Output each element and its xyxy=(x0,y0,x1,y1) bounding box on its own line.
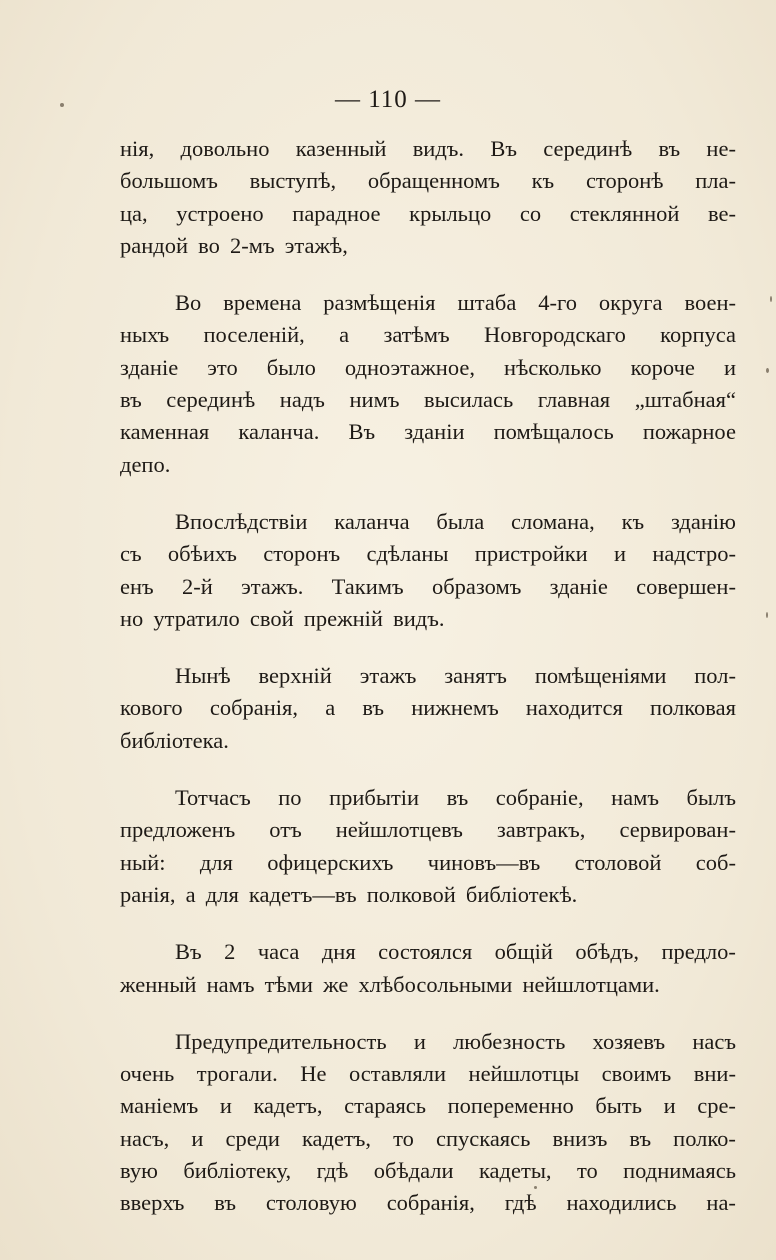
word: „штабная“ xyxy=(634,387,736,413)
word: къ xyxy=(531,168,555,194)
word: стараясь xyxy=(344,1093,427,1119)
paragraph-gap xyxy=(120,262,736,287)
word: сломана, xyxy=(511,508,595,534)
word: депо. xyxy=(120,451,171,477)
word: попеременно xyxy=(447,1093,574,1119)
word: одноэтажное, xyxy=(344,354,475,380)
page-speck xyxy=(766,612,768,618)
text-line xyxy=(120,287,736,319)
text-line xyxy=(120,603,736,635)
word: прибытіи xyxy=(329,785,420,811)
word: 2-мъ xyxy=(230,232,275,258)
word: на- xyxy=(706,1190,736,1216)
word: Въ xyxy=(490,136,517,161)
word: серединѣ xyxy=(166,387,256,413)
word: видъ. xyxy=(393,605,445,631)
word: каланча. xyxy=(238,419,320,445)
word: общій xyxy=(494,939,553,965)
word: поселеній, xyxy=(203,322,305,348)
word: сдѣланы xyxy=(366,541,449,567)
word: гдѣ xyxy=(316,1158,349,1184)
word: въ xyxy=(658,136,681,161)
word: ве- xyxy=(708,200,736,226)
paragraph-gap xyxy=(120,757,736,782)
word: нія, xyxy=(120,136,155,161)
paragraph-gap xyxy=(120,911,736,936)
word: обѣдъ, xyxy=(575,939,640,965)
word: высилась xyxy=(424,387,514,413)
paragraph xyxy=(120,287,736,481)
word: надстро- xyxy=(652,541,736,567)
paragraph-gap xyxy=(120,481,736,506)
word: серединѣ xyxy=(543,136,633,161)
word: помѣщеніями xyxy=(534,663,667,689)
text-line xyxy=(120,416,736,448)
word: женный xyxy=(120,971,197,997)
word: нейшлотцы xyxy=(468,1061,580,1087)
word: сторонѣ xyxy=(585,168,664,194)
text-line xyxy=(120,538,736,570)
word: пла- xyxy=(695,168,736,194)
word: собраніе, xyxy=(495,785,584,811)
word: своимъ xyxy=(601,1061,672,1087)
text-line xyxy=(120,879,736,911)
word: Такимъ xyxy=(331,573,404,599)
word: поднимаясь xyxy=(623,1158,736,1184)
word: спускаясь xyxy=(435,1125,531,1151)
word: видъ. xyxy=(412,136,465,161)
word: 2-й xyxy=(181,573,213,599)
text-line xyxy=(120,936,736,968)
word: къ xyxy=(621,508,645,534)
word: Впослѣдствіи xyxy=(175,508,308,534)
word: стеклянной xyxy=(569,200,680,226)
word: выступѣ, xyxy=(249,168,337,194)
word: а xyxy=(325,695,336,721)
word: 4-го xyxy=(538,290,577,316)
word: не- xyxy=(706,136,736,161)
text-line xyxy=(120,1155,736,1187)
word: этажѣ, xyxy=(284,232,348,258)
word: Тотчасъ xyxy=(175,785,251,811)
word: столовую xyxy=(265,1190,357,1216)
word: пол- xyxy=(694,663,736,689)
word: Предупредительность xyxy=(175,1028,387,1054)
word: совершен- xyxy=(636,573,736,599)
word: нѣсколько xyxy=(504,354,602,380)
word: обѣихъ xyxy=(167,541,237,567)
text-line xyxy=(120,165,736,197)
word: въ xyxy=(120,387,142,413)
word: и xyxy=(723,354,736,380)
text-line xyxy=(120,969,736,1001)
word: тѣми xyxy=(264,971,313,997)
word: вую xyxy=(120,1158,158,1184)
paragraph xyxy=(120,1026,736,1220)
body-text xyxy=(120,133,736,1220)
word: же xyxy=(323,971,349,997)
word: собранія, xyxy=(209,695,299,721)
word: вни- xyxy=(693,1061,736,1087)
word: зданіи xyxy=(404,419,465,445)
word: Въ xyxy=(348,419,376,445)
word: зданіе xyxy=(120,354,179,380)
text-line xyxy=(120,449,736,481)
text-line xyxy=(120,692,736,724)
word: среди xyxy=(225,1125,280,1151)
word: зданію xyxy=(670,508,736,534)
word: каланча xyxy=(334,508,410,534)
word: ца, xyxy=(120,200,148,226)
word: дня xyxy=(321,939,356,965)
text-line xyxy=(120,1026,736,1058)
word: обращенномъ xyxy=(367,168,500,194)
word: округа xyxy=(598,290,663,316)
word: кадетъ, xyxy=(301,1125,372,1151)
paragraph-gap xyxy=(120,635,736,660)
word: и xyxy=(614,541,627,567)
word: въ xyxy=(629,1125,652,1151)
word: хозяевъ xyxy=(592,1028,666,1054)
word: Не xyxy=(300,1061,327,1087)
word: свой xyxy=(249,605,294,631)
word: и xyxy=(413,1028,426,1054)
word: каменная xyxy=(120,419,210,445)
text-line xyxy=(120,506,736,538)
word: этажъ xyxy=(359,663,417,689)
word: то xyxy=(393,1125,414,1151)
word: библіотеку, xyxy=(183,1158,292,1184)
word: съ xyxy=(120,541,142,567)
word: любезность xyxy=(453,1028,566,1054)
word: въ xyxy=(446,785,469,811)
word: часа xyxy=(257,939,300,965)
word: прежній xyxy=(303,605,383,631)
word: намъ xyxy=(611,785,660,811)
word: ныхъ xyxy=(120,322,170,348)
word: обѣдали xyxy=(373,1158,454,1184)
word: нейшлотцами. xyxy=(522,971,660,997)
word: очень xyxy=(120,1061,175,1087)
word: въ xyxy=(362,695,385,721)
word: по xyxy=(278,785,302,811)
word: отъ xyxy=(269,817,302,843)
word: оставляли xyxy=(348,1061,447,1087)
text-line xyxy=(120,725,736,757)
page-number: — 110 — xyxy=(334,86,442,113)
word: офицерскихъ xyxy=(267,849,394,875)
word: занятъ xyxy=(444,663,507,689)
word: въ xyxy=(214,1190,236,1216)
word: затѣмъ xyxy=(383,322,450,348)
word: устроено xyxy=(176,200,264,226)
word: пристройки xyxy=(474,541,588,567)
word: времена xyxy=(223,290,302,316)
page-speck xyxy=(60,103,64,107)
word: для xyxy=(199,849,233,875)
word: сре- xyxy=(697,1093,736,1119)
text-line xyxy=(120,1090,736,1122)
word: рандой xyxy=(120,232,189,258)
word: во xyxy=(198,232,220,258)
word: и xyxy=(191,1125,204,1151)
paragraph xyxy=(120,506,736,635)
page-speck xyxy=(770,296,772,302)
word: кадетъ, xyxy=(253,1093,323,1119)
paragraph xyxy=(120,660,736,757)
word: казенный xyxy=(295,136,387,161)
text-line xyxy=(120,384,736,416)
word: гдѣ xyxy=(504,1190,537,1216)
word: Въ xyxy=(175,939,202,965)
word: нижнемъ xyxy=(411,695,499,721)
word: со xyxy=(519,200,542,226)
word: трогали. xyxy=(196,1061,278,1087)
word: собранія, xyxy=(386,1190,475,1216)
word: чиновъ—въ xyxy=(427,849,541,875)
word: нимъ xyxy=(349,387,400,413)
word: парадное xyxy=(292,200,381,226)
text-line xyxy=(120,198,736,230)
word: былъ xyxy=(686,785,736,811)
word: библіотека. xyxy=(120,727,229,753)
text-line xyxy=(120,352,736,384)
word: насъ, xyxy=(120,1125,170,1151)
word: утратило xyxy=(153,605,240,631)
word: быть xyxy=(595,1093,642,1119)
word: размѣщенія xyxy=(323,290,436,316)
word: предложенъ xyxy=(120,817,236,843)
word: маніемъ xyxy=(120,1093,199,1119)
word: верхній xyxy=(258,663,332,689)
word: Новгородскаго xyxy=(484,322,626,348)
text-line xyxy=(120,1187,736,1219)
word: кового xyxy=(120,695,183,721)
paragraph xyxy=(120,782,736,911)
word: было xyxy=(266,354,316,380)
word: насъ xyxy=(692,1028,736,1054)
word: кадетъ—въ xyxy=(248,881,357,907)
word: находились xyxy=(566,1190,677,1216)
text-line xyxy=(120,230,736,262)
word: и xyxy=(219,1093,232,1119)
word: состоялся xyxy=(378,939,473,965)
word: кадеты, xyxy=(478,1158,552,1184)
word: находится xyxy=(525,695,623,721)
word: а xyxy=(185,881,196,907)
word: образомъ xyxy=(431,573,522,599)
word: это xyxy=(207,354,238,380)
word: полковой xyxy=(366,881,456,907)
word: штаба xyxy=(457,290,517,316)
paragraph-gap xyxy=(120,1001,736,1026)
word: полковая xyxy=(650,695,736,721)
word: столовой xyxy=(574,849,662,875)
word: намъ xyxy=(206,971,255,997)
word: Нынѣ xyxy=(175,663,231,689)
word: предло- xyxy=(661,939,736,965)
word: зданіе xyxy=(549,573,608,599)
word: внизъ xyxy=(552,1125,608,1151)
page-speck xyxy=(766,368,769,373)
word: хлѣбосольными xyxy=(358,971,513,997)
word: довольно xyxy=(180,136,270,161)
word: и xyxy=(663,1093,676,1119)
word: сторонъ xyxy=(263,541,341,567)
text-line xyxy=(120,1058,736,1090)
word: крыльцо xyxy=(409,200,492,226)
word: Во xyxy=(175,290,202,316)
word: воен- xyxy=(684,290,736,316)
word: для xyxy=(205,881,239,907)
paragraph xyxy=(120,133,736,262)
word: этажъ. xyxy=(241,573,304,599)
text-line xyxy=(120,133,736,165)
word: енъ xyxy=(120,573,154,599)
word: нейшлотцевъ xyxy=(335,817,463,843)
word: соб- xyxy=(695,849,736,875)
text-line xyxy=(120,847,736,879)
text-line xyxy=(120,1123,736,1155)
paragraph xyxy=(120,936,736,1001)
word: вверхъ xyxy=(120,1190,185,1216)
word: завтракъ, xyxy=(496,817,586,843)
word: а xyxy=(339,322,350,348)
text-line xyxy=(120,319,736,351)
word: была xyxy=(436,508,485,534)
text-line xyxy=(120,814,736,846)
word: короче xyxy=(630,354,695,380)
word: полко- xyxy=(673,1125,736,1151)
page-speck xyxy=(534,1186,537,1189)
word: ранія, xyxy=(120,881,176,907)
word: ный: xyxy=(120,849,166,875)
word: пожарное xyxy=(642,419,736,445)
text-line xyxy=(120,571,736,603)
word: то xyxy=(576,1158,598,1184)
word: библіотекѣ. xyxy=(465,881,578,907)
word: большомъ xyxy=(120,168,218,194)
word: главная xyxy=(537,387,611,413)
word: надъ xyxy=(279,387,325,413)
word: корпуса xyxy=(660,322,736,348)
word: 2 xyxy=(224,939,236,965)
word: помѣщалось xyxy=(493,419,614,445)
text-line xyxy=(120,782,736,814)
text-line xyxy=(120,660,736,692)
word: но xyxy=(120,605,144,631)
word: сервирован- xyxy=(619,817,736,843)
